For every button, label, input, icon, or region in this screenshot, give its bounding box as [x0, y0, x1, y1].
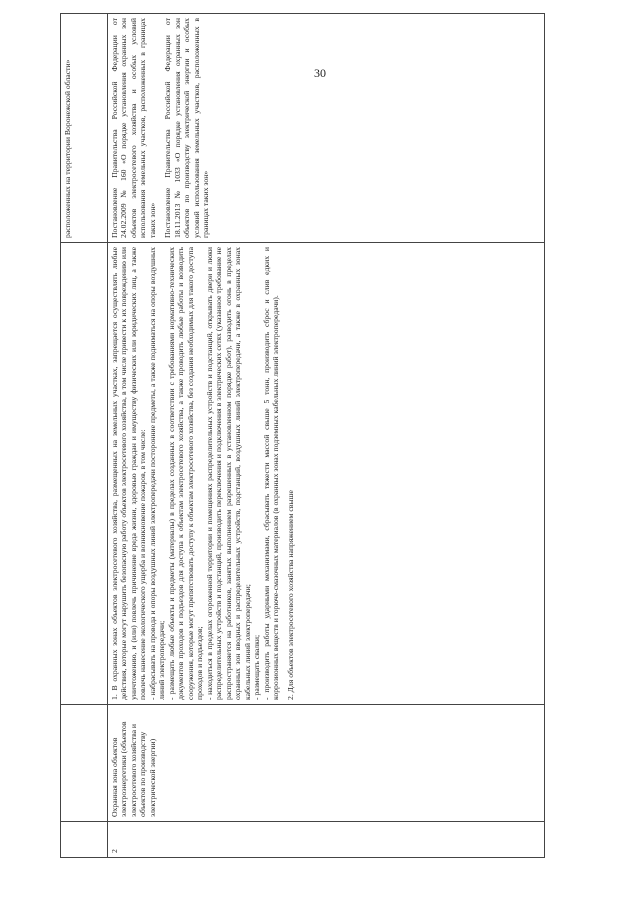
legal-basis-paragraph: Постановление Правительства Российской Федерации от 18.11.2013 № 1033 «О порядке установления охранных зон объектов по производству электрической энергии и особых условий использования земельных участков, расположенных в границах таких зон»: [163, 18, 211, 238]
restriction-paragraph: 2. Для объектов электросетевого хозяйства напряжением свыше: [286, 490, 296, 700]
restriction-paragraph: - размещать любые объекты и предметы (материалы) в пределах созданных в соответствии с требованиями нормативно-технических документов проходов и подъездов для доступа к объектам электросетевого хозяйства, а также проводить любые работы и возводить сооружения, которые могут препятствовать доступу к объектам электросетевого хозяйства, без создания необходимых для такого доступа проходов и подъездов;: [166, 247, 205, 700]
restriction-paragraph: 1. В охранных зонах объектов электросетевого хозяйства, размещенных на земельных участках, запрещается осуществлять любые действия, которые могут нарушить безопасную работу объектов электросетевого хозяйства, в том числе привести к их повреждению или уничтожению, и (или) повлечь причинение вреда жизни, здоровью граждан и имуществу физических или юридических лиц, а также повлечь нанесение экологического ущерба и возникновение пожаров, в том числе:: [110, 247, 148, 700]
continuation-law-cell: расположенных на территории Воронежской области»: [61, 14, 108, 243]
table-row: [108, 14, 545, 858]
rotated-table-wrapper: [60, 18, 545, 858]
restriction-paragraph: - находиться в пределах огороженной территории и помещениях распределительных устройств и подстанций, открывать двери и люки распределительных устройств и подстанций, производить переключения и подключения в электрических сетях (указанное требование не распространяется на работников, занятых выполнением разрешенных в установленном порядке работ), разводить огонь в пределах охранных зон вводных и распределительных устройств, подстанций, воздушных линий электропередачи, а также в охранных зонах кабельных линий электропередачи;: [204, 247, 252, 700]
restriction-paragraph: - размещать свалки;: [252, 634, 262, 700]
continuation-content-cell: [61, 243, 108, 705]
continuation-name-cell: [61, 705, 108, 822]
zone-name-cell: Охранная зона объектов электроэнергетики (объектов электросетевого хозяйства и объектов по производству электрической энергии): [108, 705, 545, 822]
restriction-paragraph: - производить работы ударными механизмами, сбрасывать тяжести массой свыше 5 тонн, производить сброс и слив едких и коррозионных веществ и горюче-смазочных материалов (в охранных зонах подземных кабельных линий электропередачи).: [261, 247, 280, 700]
page-number: 30: [314, 66, 326, 80]
continuation-row: [61, 14, 108, 858]
restriction-paragraph: - набрасывать на провода и опоры воздушных линий электропередачи посторонние предметы, а также подниматься на опоры воздушных линий электропередачи;: [147, 247, 167, 700]
legal-basis-cell: [108, 14, 545, 243]
legal-basis-paragraph: Постановление Правительства Российской Федерации от 24.02.2009 № 160 «О порядке установления охранных зон объектов электросетевого хозяйства и особых условий использования земельных участков, расположенных в границах таких зон»: [110, 18, 157, 238]
continuation-number-cell: [61, 822, 108, 858]
row-number: 2: [108, 822, 545, 858]
restrictions-cell: [108, 243, 545, 705]
regulation-table: [60, 13, 545, 858]
regulation-table-frame: [60, 18, 545, 858]
